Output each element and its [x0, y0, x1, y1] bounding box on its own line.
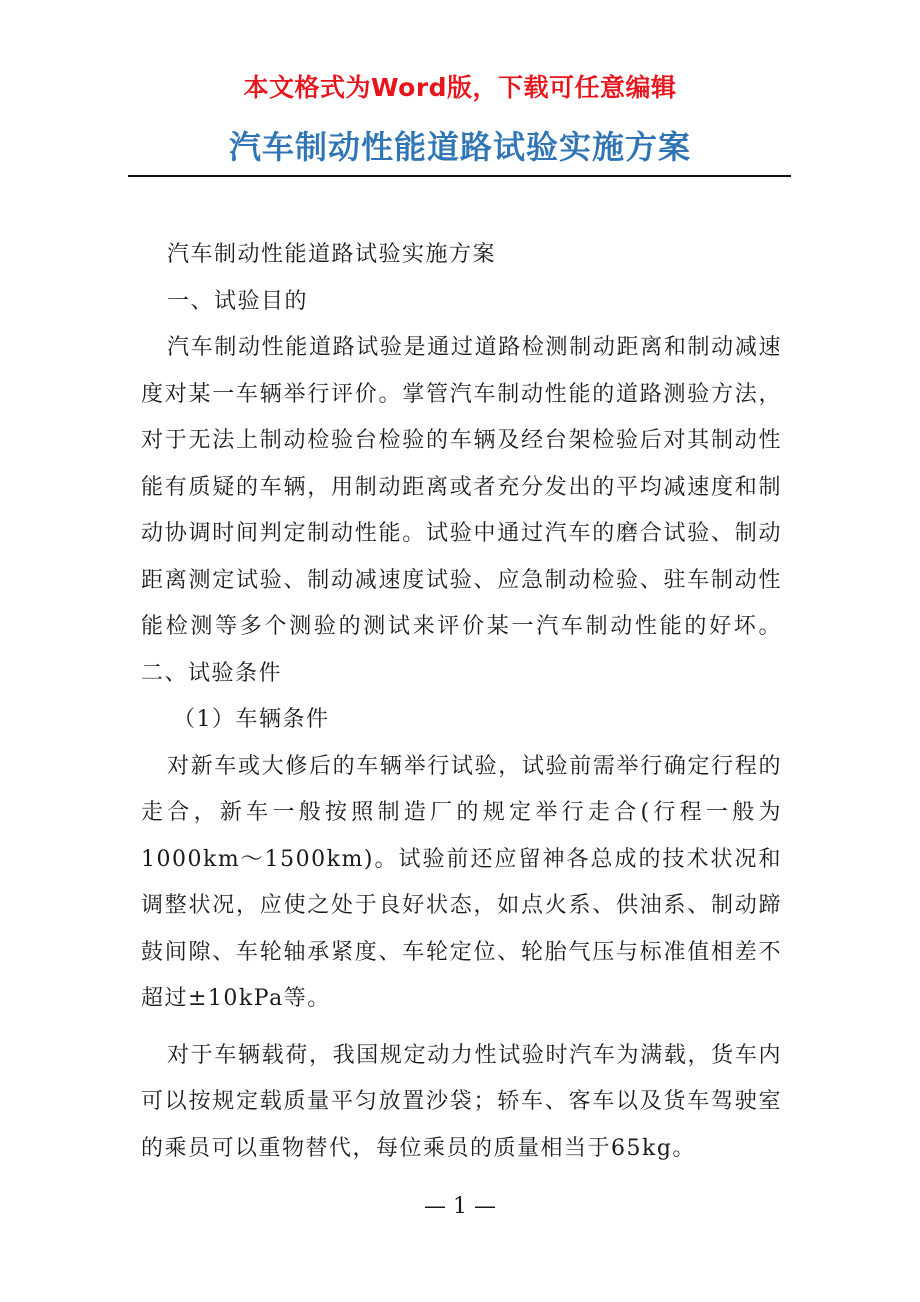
document-title: 汽车制动性能道路试验实施方案 — [228, 128, 691, 166]
subsection-heading-vehicle: （1）车辆条件 — [173, 707, 330, 732]
download-notice: 本文格式为Word版，下载可任意编辑 — [243, 73, 677, 102]
document-body — [141, 232, 782, 1172]
paragraph-purpose: 汽车制动性能道路试验是通过道路检测制动距离和制动减速度对某一车辆举行评价。掌管汽车制动性能的道路测验方法，对于无法上制动检验台检验的车辆及经台架检验后对其制动性能有质疑的车辆，用制动距离或者充分发出的平均减速度和制动协调时间判定制动性能。试验中通过汽车的磨合试验、制动距离测定试验、制动减速度试验、应急制动检验、驻车制动性能检测等多个测验的测试来评价某一汽车制动性能的好坏。 二、试验条件 — [141, 335, 782, 686]
page-number: — 1 — — [424, 1194, 496, 1219]
paragraph-vehicle-load: 对于车辆载荷，我国规定动力性试验时汽车为满载，货车内可以按规定载质量平匀放置沙袋；轿车、客车以及货车驾驶室的乘员可以重物替代，每位乘员的质量相当于65kg。 — [141, 1042, 782, 1161]
title-divider — [128, 175, 791, 177]
paragraph-vehicle-conditions: 对新车或大修后的车辆举行试验，试验前需举行确定行程的走合，新车一般按照制造厂的规定举行走合(行程一般为1000km～1500km)。试验前还应留神各总成的技术状况和调整状况，应使之处于良好状态，如点火系、供油系、制动蹄鼓间隙、车轮轴承紧度、车轮定位、轮胎气压与标准值相差不超过±10kPa等。 — [141, 753, 782, 1011]
section-heading-purpose: 一、试验目的 — [167, 288, 309, 314]
body-heading: 汽车制动性能道路试验实施方案 — [167, 242, 497, 267]
